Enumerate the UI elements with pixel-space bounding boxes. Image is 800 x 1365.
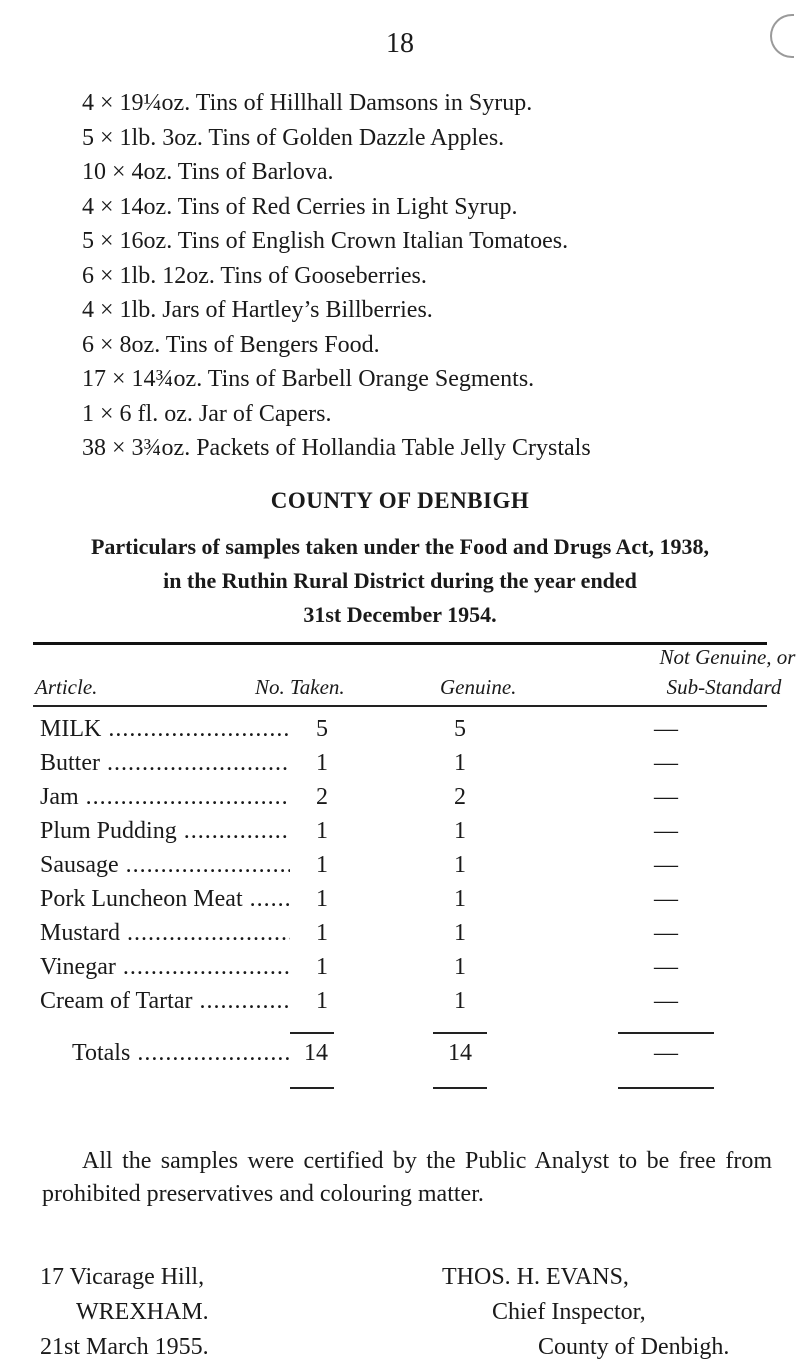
page-number: 18 (386, 28, 414, 59)
totals-label: Totals ..... (72, 1040, 304, 1067)
table-row (0, 988, 800, 1022)
list-item: 10 × 4oz. Tins of Barlova. (82, 159, 334, 185)
list-item: 4 × 19¼oz. Tins of Hillhall Damsons in Syrup. (82, 90, 533, 116)
table-row (0, 818, 800, 852)
totals-row (0, 1040, 800, 1074)
signature-name: THOS. H. EVANS, (442, 1264, 629, 1290)
section-title: COUNTY OF DENBIGH (270, 488, 530, 513)
row-taken: 1 (290, 954, 328, 981)
address-block (40, 1260, 209, 1365)
totals-bottom-rule-not-genuine (618, 1087, 714, 1089)
address-line1: 17 Vicarage Hill, (40, 1264, 205, 1290)
row-not-genuine: — (654, 852, 678, 878)
column-header-sub-standard: Sub-Standard (666, 675, 782, 699)
section-subtitle-line1: Particulars of samples taken under the Food and Drugs Act, 1938, (90, 534, 710, 559)
list-item: 4 × 14oz. Tins of Red Cerries in Light Syrup. (82, 193, 518, 220)
row-genuine: 1 (454, 954, 466, 980)
totals-rule-taken (290, 1032, 334, 1034)
row-article: Plum Pudding ..... (40, 818, 304, 845)
row-not-genuine: — (654, 886, 678, 912)
row-not-genuine: — (654, 920, 678, 946)
list-item: 17 × 14¾oz. Tins of Barbell Orange Segments. (82, 366, 535, 392)
row-article: Butter ..... (40, 750, 304, 777)
row-genuine: 1 (454, 818, 466, 844)
list-item: 6 × 8oz. Tins of Bengers Food. (82, 331, 380, 358)
row-article: Pork Luncheon Meat ..... (40, 886, 304, 913)
row-not-genuine: — (654, 818, 678, 844)
table-header-rule (33, 705, 767, 707)
row-genuine: 1 (454, 988, 466, 1014)
totals-rule-not-genuine (618, 1032, 714, 1034)
row-not-genuine: — (654, 954, 678, 980)
table-row (0, 784, 800, 818)
row-genuine: 1 (454, 920, 466, 946)
certification-note: All the samples were certified by the Public Analyst to be free from prohibited preservatives and colouring matter. (42, 1148, 772, 1207)
signature-county: County of Denbigh. (538, 1334, 730, 1360)
row-article: Cream of Tartar ..... (40, 988, 304, 1015)
list-item: 5 × 1lb. 3oz. Tins of Golden Dazzle Apples. (82, 124, 505, 151)
table-row (0, 886, 800, 920)
column-header-article: Article. (35, 675, 98, 699)
row-taken: 1 (290, 988, 328, 1015)
sample-items-list (82, 86, 782, 466)
totals-rule-genuine (433, 1032, 487, 1034)
row-article: Jam ..... (40, 784, 304, 811)
row-taken: 1 (290, 920, 328, 947)
row-article: Sausage ..... (40, 852, 304, 879)
table-row (0, 920, 800, 954)
list-item: 6 × 1lb. 12oz. Tins of Gooseberries. (82, 262, 427, 289)
totals-not-genuine: — (654, 1040, 678, 1066)
table-row (0, 716, 800, 750)
row-taken: 1 (290, 886, 328, 913)
totals-taken: 14 (290, 1040, 328, 1067)
column-header-genuine: Genuine. (440, 675, 517, 699)
list-item: 5 × 16oz. Tins of English Crown Italian Tomatoes. (82, 228, 569, 254)
list-item: 4 × 1lb. Jars of Hartley’s Billberries. (82, 297, 433, 323)
column-header-taken: No. Taken. (255, 675, 345, 699)
row-taken: 1 (290, 852, 328, 879)
column-header-not-genuine: Not Genuine, or (659, 645, 796, 669)
table-row (0, 750, 800, 784)
signature-block (440, 1260, 729, 1365)
row-not-genuine: — (654, 784, 678, 810)
row-genuine: 2 (454, 784, 466, 810)
row-taken: 1 (290, 750, 328, 777)
signature-title: Chief Inspector, (492, 1299, 646, 1325)
section-subtitle-line3: 31st December 1954. (303, 602, 497, 627)
row-article: Vinegar ..... (40, 954, 304, 981)
address-line2: WREXHAM. (76, 1299, 209, 1325)
totals-bottom-rule-taken (290, 1087, 334, 1089)
row-not-genuine: — (654, 750, 678, 776)
address-line3: 21st March 1955. (40, 1334, 209, 1360)
row-genuine: 1 (454, 852, 466, 878)
row-not-genuine: — (654, 988, 678, 1014)
totals-bottom-rule-genuine (433, 1087, 487, 1089)
row-genuine: 1 (454, 750, 466, 776)
row-genuine: 1 (454, 886, 466, 912)
table-row (0, 852, 800, 886)
row-not-genuine: — (654, 716, 678, 742)
row-taken: 1 (290, 818, 328, 845)
row-article: MILK ..... (40, 716, 304, 743)
section-subtitle-line2: in the Ruthin Rural District during the year ended (163, 568, 637, 593)
list-item: 38 × 3¾oz. Packets of Hollandia Table Jelly Crystals (82, 435, 591, 461)
row-taken: 2 (290, 784, 328, 811)
row-taken: 5 (290, 716, 328, 743)
list-item: 1 × 6 fl. oz. Jar of Capers. (82, 400, 332, 427)
row-article: Mustard ..... (40, 920, 304, 947)
totals-genuine: 14 (448, 1040, 472, 1066)
table-row (0, 954, 800, 988)
row-genuine: 5 (454, 716, 466, 742)
